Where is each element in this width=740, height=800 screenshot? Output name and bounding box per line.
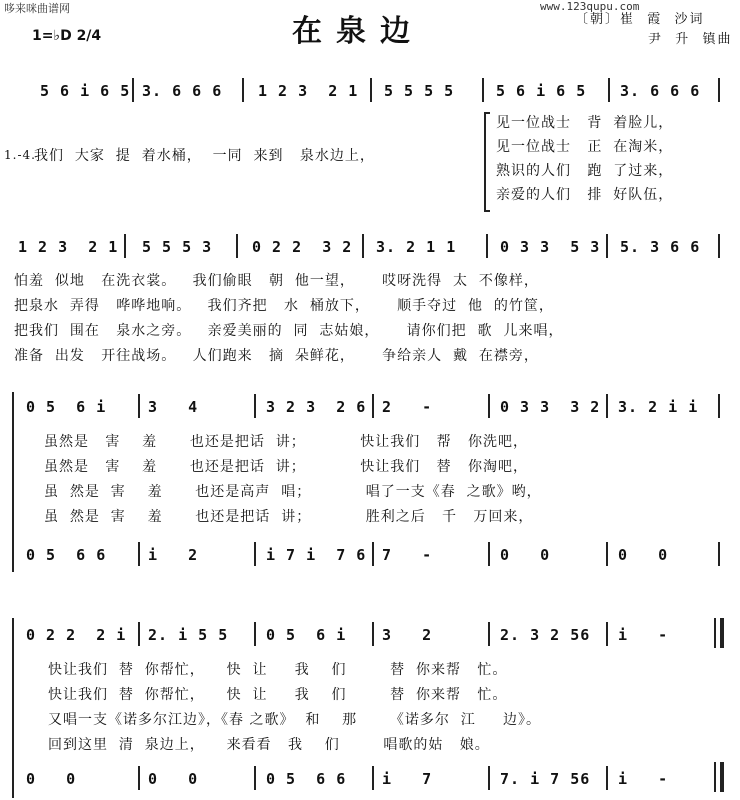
final-barline	[720, 762, 724, 792]
lyric-line: 准备 出发 开往战场。 人们跑来 摘 朵鲜花， 争给亲人 戴 在襟旁，	[14, 348, 539, 364]
lyric-line: 虽然是 害 羞 也还是把话 讲； 快让我们 帮 你洗吧，	[44, 434, 528, 450]
barline	[236, 234, 238, 258]
barline	[718, 542, 720, 566]
lyric-line: 快让我们 替 你帮忙， 快 让 我 们 替 你来帮 忙。	[48, 687, 508, 703]
measure: 2. 3 2 56	[500, 626, 591, 644]
measure: 7 -	[382, 546, 433, 564]
barline	[362, 234, 364, 258]
measure: 0 2 2 2 i	[26, 626, 127, 644]
measure: 3 4	[148, 398, 199, 416]
lyric-line: 我们 大家 提 着水桶， 一同 来到 泉水边上，	[34, 148, 375, 164]
measure: 5 5 5 3	[142, 238, 213, 256]
key-signature: 1=♭D 2/4	[32, 28, 102, 44]
measure: 3. 6 6 6	[620, 82, 701, 100]
measure: 0 2 2 3 2	[252, 238, 353, 256]
barline	[138, 766, 140, 790]
barline	[486, 234, 488, 258]
measure: 0 5 6 6	[26, 546, 107, 564]
lyricist-credit: 〔朝〕崔 霞 沙词	[575, 12, 705, 27]
measure: 0 0	[618, 546, 669, 564]
measure: 2 -	[382, 398, 433, 416]
measure: i 2	[148, 546, 199, 564]
barline	[488, 394, 490, 418]
composer-credit: 尹 升 镇曲	[648, 32, 733, 47]
lyric-line: 见一位战士 背 着脸儿，	[496, 115, 674, 131]
measure: 0 0	[500, 546, 551, 564]
barline	[718, 234, 720, 258]
barline	[372, 622, 374, 646]
measure: 5 5 5 5	[384, 82, 455, 100]
site-label-left: 哆来咪曲谱网	[4, 2, 70, 15]
measure: 1 2 3 2 1	[18, 238, 119, 256]
measure: 3 2 3 2 6	[266, 398, 367, 416]
lyric-line: 把泉水 弄得 哗哗地响。 我们齐把 水 桶放下， 顺手夺过 他 的竹筐，	[14, 298, 554, 314]
barline	[242, 78, 244, 102]
lyric-line: 把我们 围在 泉水之旁。 亲爱美丽的 同 志姑娘， 请你们把 歌 儿来唱，	[14, 323, 564, 339]
verse-label: 1.-4.	[4, 148, 36, 162]
lyric-line: 又唱一支《诺多尔江边》，《春 之歌》 和 那 《诺多尔 江 边》。	[48, 712, 542, 728]
measure: i -	[618, 770, 669, 788]
verse-brace	[484, 112, 490, 212]
barline	[132, 78, 134, 102]
measure: 0 3 3 3 2	[500, 398, 601, 416]
site-label-right: www.123qupu.com	[540, 0, 640, 13]
measure: 3. 6 6 6	[142, 82, 223, 100]
barline	[372, 766, 374, 790]
system-bracket	[12, 392, 14, 572]
measure: 5 6 i 6 5	[40, 82, 131, 100]
lyric-line: 虽 然是 害 羞 也还是把话 讲； 胜利之后 千 万回来，	[44, 509, 534, 525]
measure: 5. 3 6 6	[620, 238, 701, 256]
measure: 0 5 6 6	[266, 770, 347, 788]
measure: 0 0	[26, 770, 77, 788]
lyric-line: 虽 然是 害 羞 也还是高声 唱； 唱了一支《春 之歌》哟，	[44, 484, 542, 500]
measure: 0 3 3 5 3	[500, 238, 601, 256]
measure: 0 5 6 i	[266, 626, 347, 644]
barline	[254, 542, 256, 566]
page-title: 在泉边	[292, 14, 424, 49]
barline	[372, 542, 374, 566]
lyric-line: 亲爱的人们 排 好队伍，	[496, 187, 674, 203]
measure: i 7	[382, 770, 433, 788]
lyric-line: 熟识的人们 跑 了过来，	[496, 163, 674, 179]
barline	[606, 234, 608, 258]
measure: 1 2 3 2 1	[258, 82, 359, 100]
system-bracket	[12, 618, 14, 798]
measure: i -	[618, 626, 669, 644]
barline	[254, 766, 256, 790]
barline	[254, 622, 256, 646]
barline	[488, 766, 490, 790]
barline	[138, 542, 140, 566]
barline	[372, 394, 374, 418]
lyric-line: 快让我们 替 你帮忙， 快 让 我 们 替 你来帮 忙。	[48, 662, 508, 678]
barline	[606, 542, 608, 566]
barline	[718, 78, 720, 102]
measure: 0 5 6 i	[26, 398, 107, 416]
barline	[606, 766, 608, 790]
barline	[608, 78, 610, 102]
final-barline	[714, 618, 716, 648]
measure: 0 0	[148, 770, 199, 788]
measure: 5 6 i 6 5	[496, 82, 587, 100]
barline	[718, 394, 720, 418]
barline	[488, 622, 490, 646]
final-barline	[714, 762, 716, 792]
barline	[138, 622, 140, 646]
measure: i 7 i 7 6	[266, 546, 367, 564]
lyric-line: 回到这里 清 泉边上， 来看看 我 们 唱歌的姑 娘。	[48, 737, 490, 753]
lyric-line: 怕羞 似地 在洗衣裳。 我们偷眼 朝 他一望， 哎呀洗得 太 不像样，	[14, 273, 539, 289]
measure: 3 2	[382, 626, 433, 644]
measure: 3. 2 i i	[618, 398, 699, 416]
barline	[138, 394, 140, 418]
barline	[606, 622, 608, 646]
barline	[482, 78, 484, 102]
barline	[370, 78, 372, 102]
barline	[488, 542, 490, 566]
measure: 7. i 7 56	[500, 770, 591, 788]
barline	[124, 234, 126, 258]
measure: 3. 2 1 1	[376, 238, 457, 256]
lyric-line: 见一位战士 正 在淘米，	[496, 139, 674, 155]
barline	[606, 394, 608, 418]
lyric-line: 虽然是 害 羞 也还是把话 讲； 快让我们 替 你淘吧，	[44, 459, 528, 475]
barline	[254, 394, 256, 418]
final-barline	[720, 618, 724, 648]
measure: 2. i 5 5	[148, 626, 229, 644]
